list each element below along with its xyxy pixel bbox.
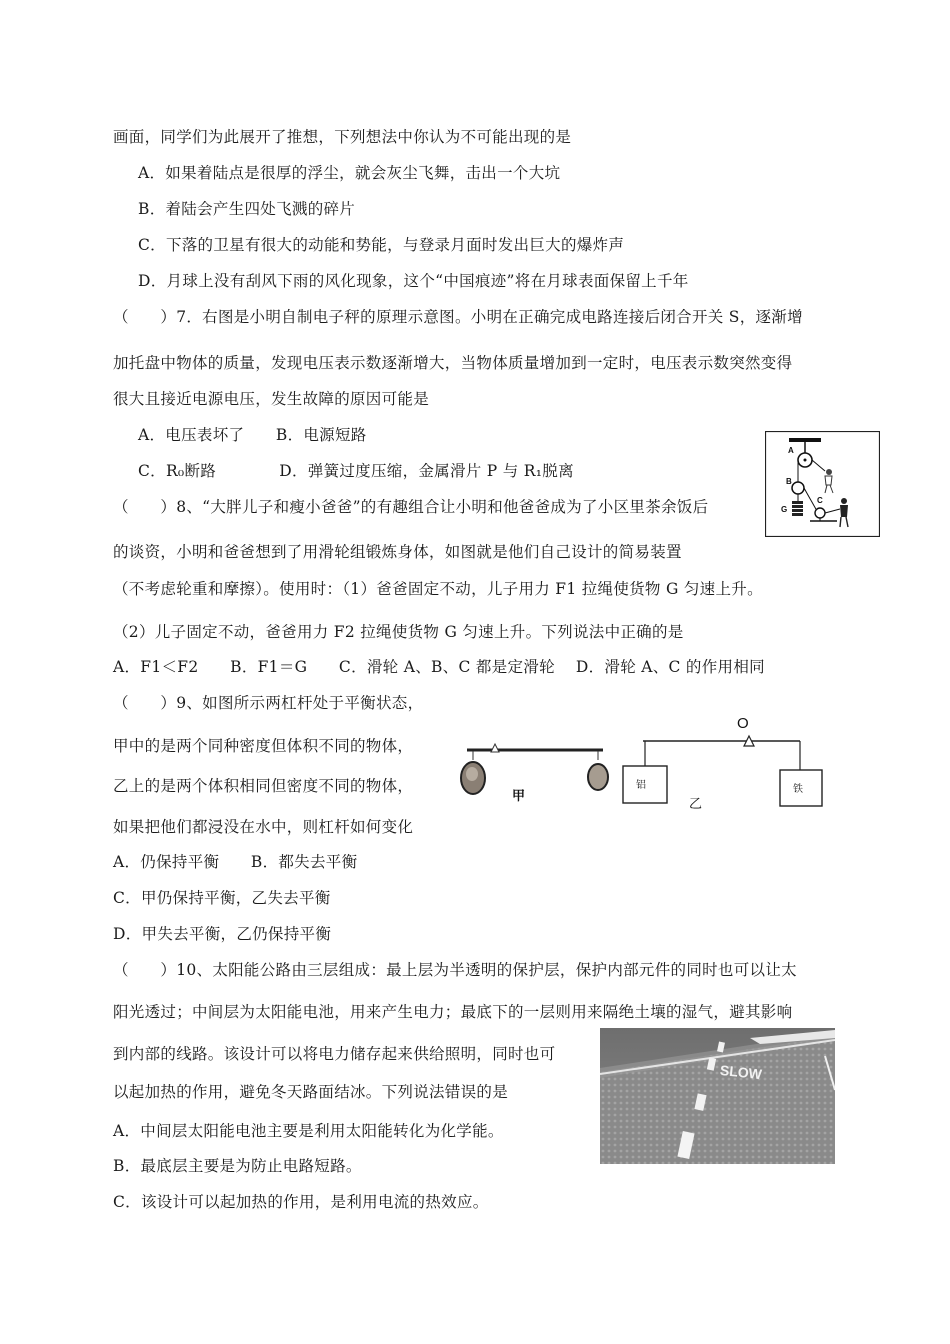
- q9-option-ab: A．仍保持平衡 B．都失去平衡: [113, 853, 358, 871]
- q7-options-cd: C．R₀断路 D．弹簧过度压缩，金属滑片 P 与 R₁脱离: [138, 462, 574, 480]
- q6-option-b: B．着陆会产生四处飞溅的碎片: [138, 200, 356, 218]
- q10-option-c: C．该设计可以起加热的作用，是利用电流的热效应。: [113, 1193, 489, 1211]
- q8-stem-line3: （不考虑轮重和摩擦）。使用时：（1）爸爸固定不动，儿子用力 F1 拉绳使货物 G 匀速上升。: [113, 580, 763, 598]
- pulley-label-a: A: [788, 446, 794, 455]
- pulley-label-g: G: [781, 505, 788, 514]
- q10-stem-line4: 以起加热的作用，避免冬天路面结冰。下列说法错误的是: [113, 1083, 509, 1101]
- q9-stem-line4: 如果把他们都浸没在水中，则杠杆如何变化: [113, 818, 414, 836]
- q9-stem-line2: 甲中的是两个同种密度但体积不同的物体，: [113, 737, 414, 755]
- lever-figure: [455, 708, 835, 813]
- q8-stem-line2: 的谈资，小明和爸爸想到了用滑轮组锻炼身体，如图就是他们自己设计的简易装置: [113, 543, 682, 561]
- solar-road-photo: [600, 1028, 835, 1164]
- q9-stem-line1: （ ）9、如图所示两杠杆处于平衡状态，: [113, 694, 424, 712]
- lever-jia-small-ball: [588, 764, 608, 790]
- q6-stem: 画面，同学们为此展开了推想，下列想法中你认为不可能出现的是: [113, 128, 572, 146]
- q10-stem-line3: 到内部的线路。该设计可以将电力储存起来供给照明，同时也可: [113, 1045, 556, 1063]
- q7-stem-line1: （ ）7．右图是小明自制电子秤的原理示意图。小明在正确完成电路连接后闭合开关 S，逐渐增: [113, 308, 803, 326]
- q7-stem-line3: 很大且接近电源电压，发生故障的原因可能是: [113, 390, 430, 408]
- pulley-label-c: C: [817, 496, 823, 505]
- lever-box-right-label: 铁: [793, 784, 803, 795]
- q7-stem-line2: 加托盘中物体的质量，发现电压表示数逐渐增大，当物体质量增加到一定时，电压表示数突然变得: [113, 354, 793, 372]
- q8-stem-line4: （2）儿子固定不动，爸爸用力 F2 拉绳使货物 G 匀速上升。下列说法中正确的是: [113, 623, 684, 641]
- q8-stem-line1: （ ）8、“大胖儿子和瘦小爸爸”的有趣组合让小明和他爸爸成为了小区里茶余饭后: [113, 498, 709, 516]
- pulley-system-figure: [765, 431, 880, 537]
- q6-option-a: A．如果着陆点是很厚的浮尘，就会灰尘飞舞，击出一个大坑: [138, 164, 561, 182]
- q9-option-d: D．甲失去平衡，乙仍保持平衡: [113, 925, 332, 943]
- q10-stem-line2: 阳光透过；中间层为太阳能电池，用来产生电力；最底下的一层则用来隔绝土壤的湿气，避其影响: [113, 1003, 793, 1021]
- q10-option-a: A．中间层太阳能电池主要是利用太阳能转化为化学能。: [113, 1122, 504, 1140]
- pulley-label-b: B: [786, 477, 792, 486]
- q8-options: A．F1＜F2 B．F1＝G C．滑轮 A、B、C 都是定滑轮 D．滑轮 A、C 的作用相同: [113, 658, 765, 676]
- lever-box-left-label: 铝: [636, 780, 646, 791]
- road-marking-text: SLOW: [719, 1061, 763, 1083]
- q6-option-c: C．下落的卫星有很大的动能和势能，与登录月面时发出巨大的爆炸声: [138, 236, 625, 254]
- q9-option-c: C．甲仍保持平衡，乙失去平衡: [113, 889, 331, 907]
- q6-option-d: D．月球上没有刮风下雨的风化现象，这个“中国痕迹”将在月球表面保留上千年: [138, 272, 689, 290]
- q9-stem-line3: 乙上的是两个体积相同但密度不同的物体，: [113, 777, 414, 795]
- q7-options-ab: A．电压表坏了 B．电源短路: [138, 426, 367, 444]
- lever-label-yi: 乙: [689, 797, 703, 812]
- q10-stem-line1: （ ）10、太阳能公路由三层组成：最上层为半透明的保护层，保护内部元件的同时也可以让太: [113, 961, 797, 979]
- q10-option-b: B．最底层主要是为防止电路短路。: [113, 1157, 362, 1175]
- lever-label-pivot: O: [737, 715, 749, 732]
- lever-label-jia: 甲: [512, 788, 526, 803]
